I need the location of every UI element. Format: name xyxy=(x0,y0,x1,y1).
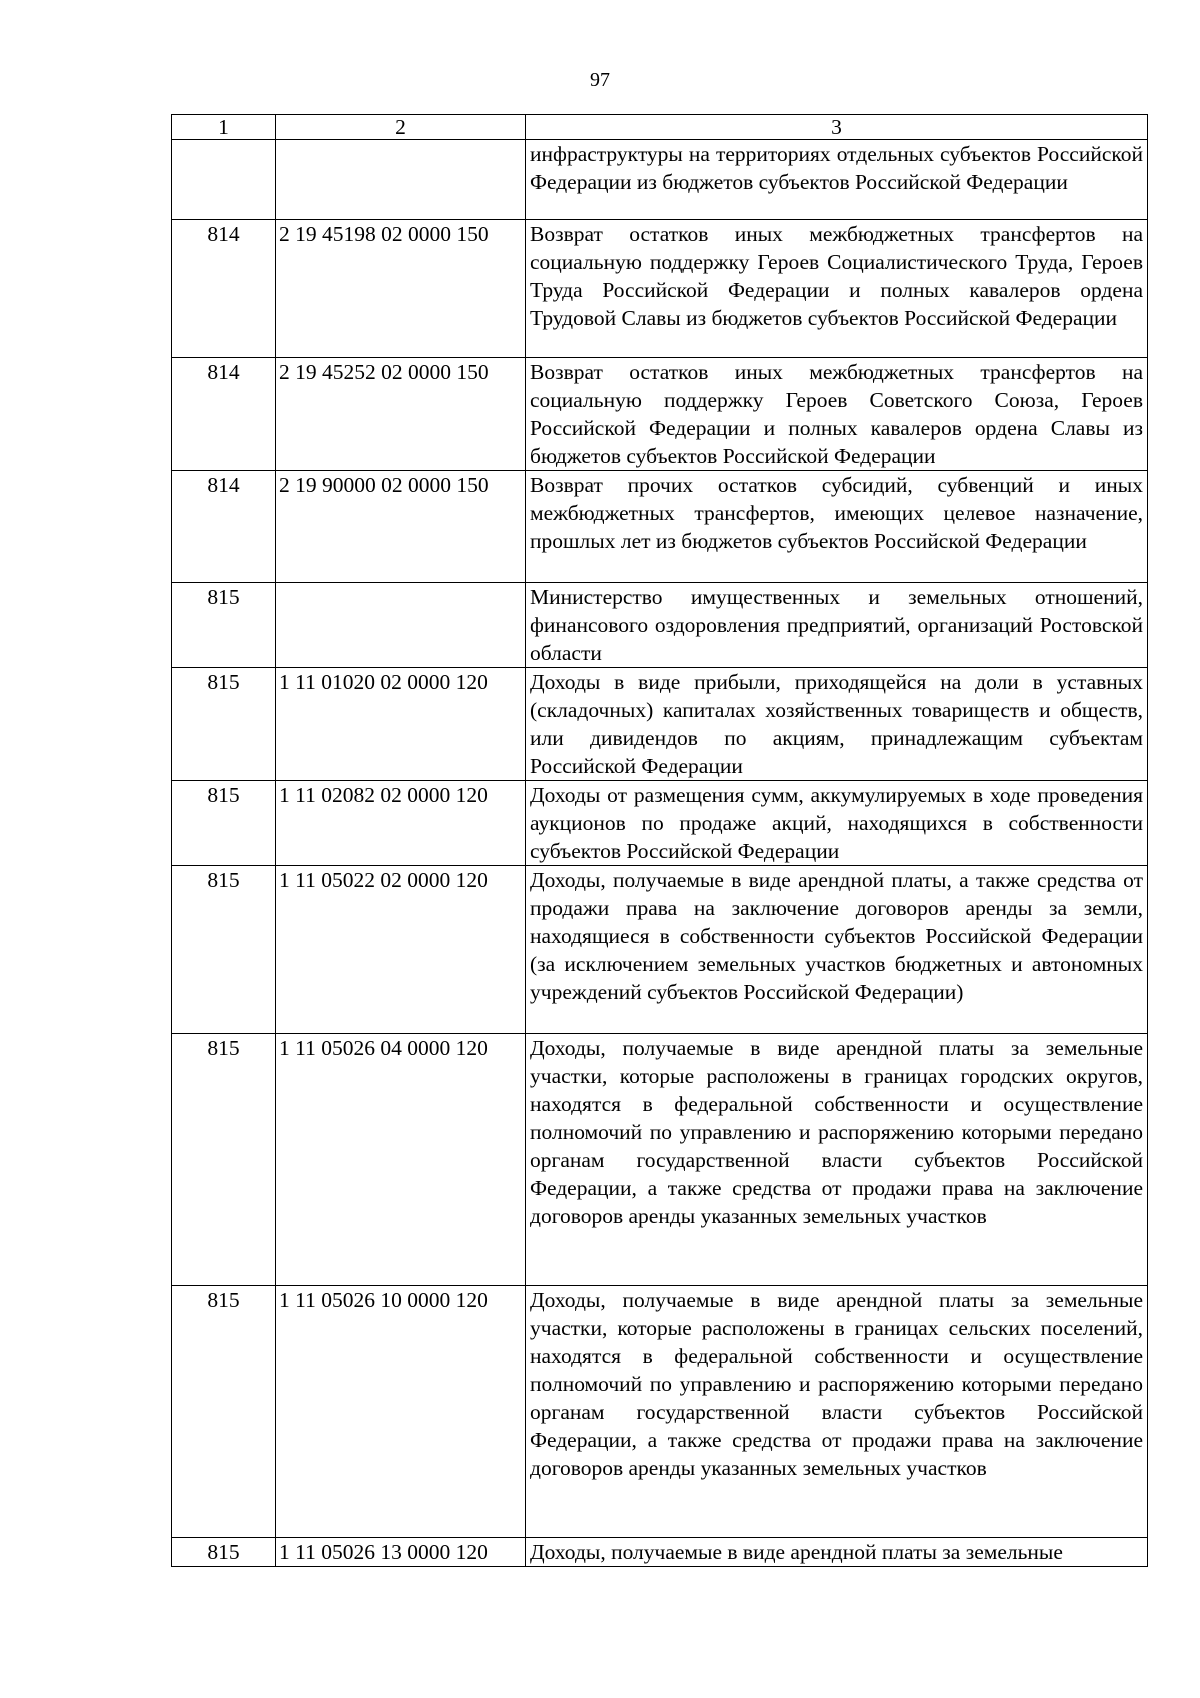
header-col-1: 1 xyxy=(172,115,276,140)
admin-code-cell: 815 xyxy=(172,668,276,781)
description-cell: Министерство имущественных и земельных отношений, финансового оздоровления предприятий, организаций Ростовской области xyxy=(526,583,1148,668)
table-row xyxy=(172,781,1148,866)
budget-code-cell: 1 11 01020 02 0000 120 xyxy=(276,668,526,781)
revenue-codes-table xyxy=(171,114,1148,1567)
table-row xyxy=(172,471,1148,583)
budget-code-cell: 1 11 05026 10 0000 120 xyxy=(276,1286,526,1538)
table-row xyxy=(172,1034,1148,1286)
description-cell: Доходы, получаемые в виде арендной платы за земельные xyxy=(526,1538,1148,1567)
admin-code-cell: 815 xyxy=(172,583,276,668)
description-cell: Доходы, получаемые в виде арендной платы за земельные участки, которые расположены в границах городских округов, находятся в федеральной собственности и осуществление полномочий по управлению и распоряжению которыми передано органам государственной власти субъектов Российской Федерации, а также средства от продажи права на заключение договоров аренды указанных земельных участков xyxy=(526,1034,1148,1286)
table-row xyxy=(172,220,1148,358)
admin-code-cell: 814 xyxy=(172,358,276,471)
header-col-2: 2 xyxy=(276,115,526,140)
budget-code-cell: 2 19 45198 02 0000 150 xyxy=(276,220,526,358)
admin-code-cell: 814 xyxy=(172,220,276,358)
budget-code-cell xyxy=(276,583,526,668)
admin-code-cell: 815 xyxy=(172,1034,276,1286)
admin-code-cell: 815 xyxy=(172,1538,276,1567)
table-row xyxy=(172,358,1148,471)
budget-code-cell: 2 19 90000 02 0000 150 xyxy=(276,471,526,583)
description-cell: Возврат остатков иных межбюджетных трансфертов на социальную поддержку Героев Социалистического Труда, Героев Труда Российской Федерации и полных кавалеров ордена Трудовой Славы из бюджетов субъектов Российской Федерации xyxy=(526,220,1148,358)
budget-code-cell: 2 19 45252 02 0000 150 xyxy=(276,358,526,471)
admin-code-cell: 815 xyxy=(172,866,276,1034)
table-row xyxy=(172,140,1148,220)
header-col-3: 3 xyxy=(526,115,1148,140)
admin-code-cell: 815 xyxy=(172,781,276,866)
table-row xyxy=(172,1538,1148,1567)
table-row xyxy=(172,668,1148,781)
table-row xyxy=(172,866,1148,1034)
description-cell: Доходы, получаемые в виде арендной платы за земельные участки, которые расположены в границах сельских поселений, находятся в федеральной собственности и осуществление полномочий по управлению и распоряжению которыми передано органам государственной власти субъектов Российской Федерации, а также средства от продажи права на заключение договоров аренды указанных земельных участков xyxy=(526,1286,1148,1538)
page-number: 97 xyxy=(590,69,610,91)
description-cell: Доходы, получаемые в виде арендной платы, а также средства от продажи права на заключение договоров аренды за земли, находящиеся в собственности субъектов Российской Федерации (за исключением земельных участков бюджетных и автономных учреждений субъектов Российской Федерации) xyxy=(526,866,1148,1034)
table-row xyxy=(172,583,1148,668)
description-cell: Доходы в виде прибыли, приходящейся на доли в уставных (складочных) капиталах хозяйственных товариществ и обществ, или дивидендов по акциям, принадлежащим субъектам Российской Федерации xyxy=(526,668,1148,781)
admin-code-cell xyxy=(172,140,276,220)
description-cell: Доходы от размещения сумм, аккумулируемых в ходе проведения аукционов по продаже акций, находящихся в собственности субъектов Российской Федерации xyxy=(526,781,1148,866)
description-cell: Возврат остатков иных межбюджетных трансфертов на социальную поддержку Героев Советского Союза, Героев Российской Федерации и полных кавалеров ордена Славы из бюджетов субъектов Российской Федерации xyxy=(526,358,1148,471)
description-cell: Возврат прочих остатков субсидий, субвенций и иных межбюджетных трансфертов, имеющих целевое назначение, прошлых лет из бюджетов субъектов Российской Федерации xyxy=(526,471,1148,583)
budget-code-cell xyxy=(276,140,526,220)
admin-code-cell: 814 xyxy=(172,471,276,583)
budget-code-cell: 1 11 05026 13 0000 120 xyxy=(276,1538,526,1567)
table-header-row xyxy=(172,115,1148,140)
budget-code-cell: 1 11 05026 04 0000 120 xyxy=(276,1034,526,1286)
description-cell: инфраструктуры на территориях отдельных субъектов Российской Федерации из бюджетов субъектов Российской Федерации xyxy=(526,140,1148,220)
admin-code-cell: 815 xyxy=(172,1286,276,1538)
budget-code-cell: 1 11 02082 02 0000 120 xyxy=(276,781,526,866)
budget-code-cell: 1 11 05022 02 0000 120 xyxy=(276,866,526,1034)
table-row xyxy=(172,1286,1148,1538)
